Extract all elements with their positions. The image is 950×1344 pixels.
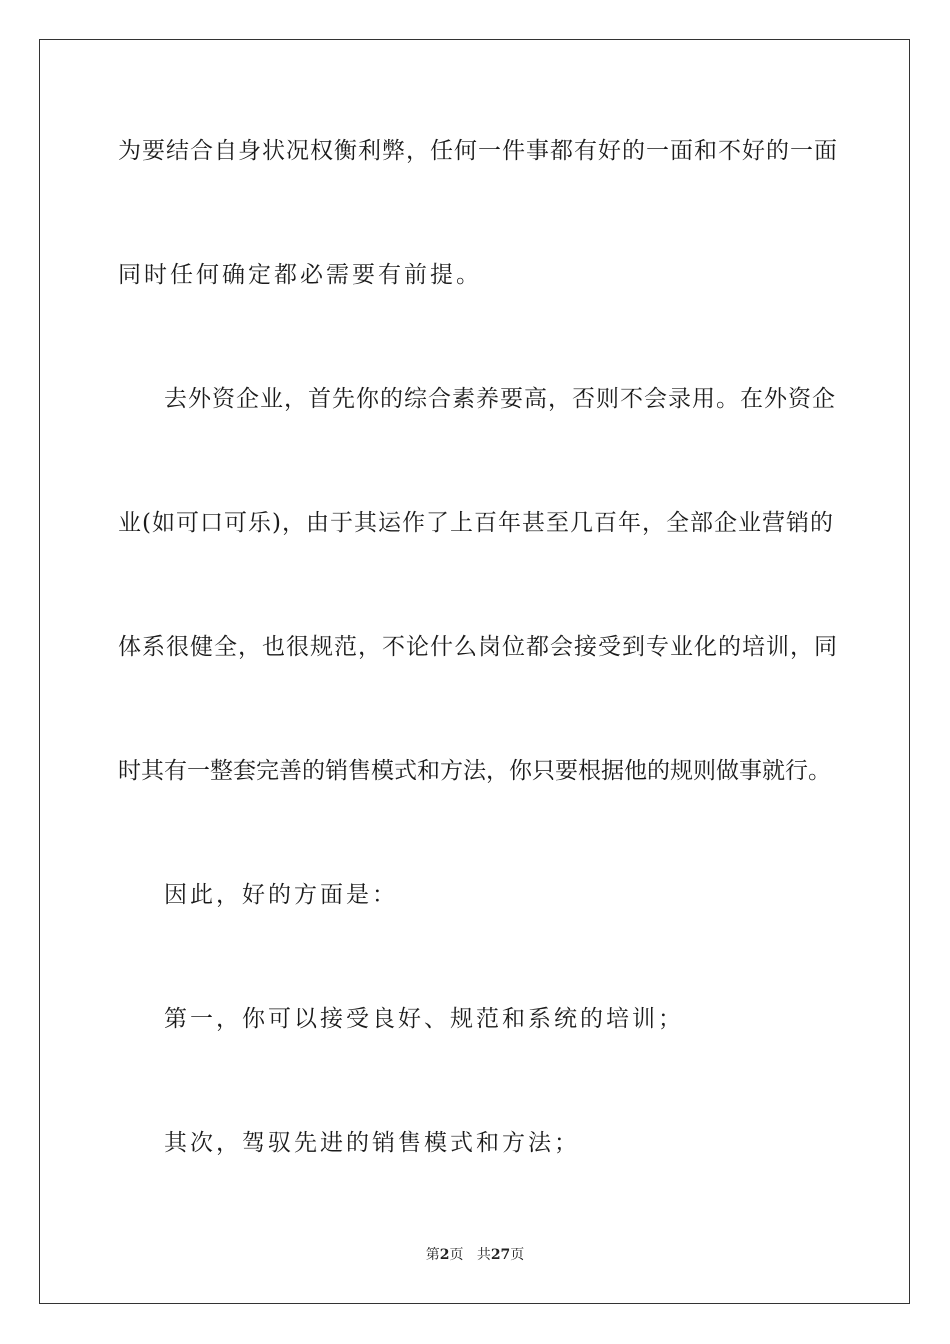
footer-total-suffix: 页 [510,1247,525,1263]
text-line: 时其有一整套完善的销售模式和方法，你只要根据他的规则做事就行。 [118,758,831,784]
footer-prefix: 第 [425,1247,440,1263]
footer-page-suffix: 页 [449,1247,464,1263]
paragraph-start-line: 去外资企业，首先你的综合素养要高，否则不会录用。在外资企 [164,386,836,412]
text-line: 同时任何确定都必需要有前提。 [118,262,482,288]
text-line: 为要结合自身状况权衡利弊，任何一件事都有好的一面和不好的一面 [118,138,838,164]
paragraph-start-line: 因此，好的方面是： [164,882,398,908]
paragraph-start-line: 其次，驾驭先进的销售模式和方法； [164,1130,580,1156]
total-page-count: 27 [490,1247,511,1263]
paragraph-start-line: 第一，你可以接受良好、规范和系统的培训； [164,1006,684,1032]
page-frame [39,39,910,1304]
footer-total-prefix: 共 [476,1247,491,1263]
page-footer [0,1246,950,1264]
current-page-number: 2 [439,1247,450,1263]
footer-separator [463,1247,476,1263]
text-line: 业(如可口可乐)，由于其运作了上百年甚至几百年，全部企业营销的 [118,510,834,536]
text-line: 体系很健全，也很规范，不论什么岗位都会接受到专业化的培训，同 [118,634,838,660]
